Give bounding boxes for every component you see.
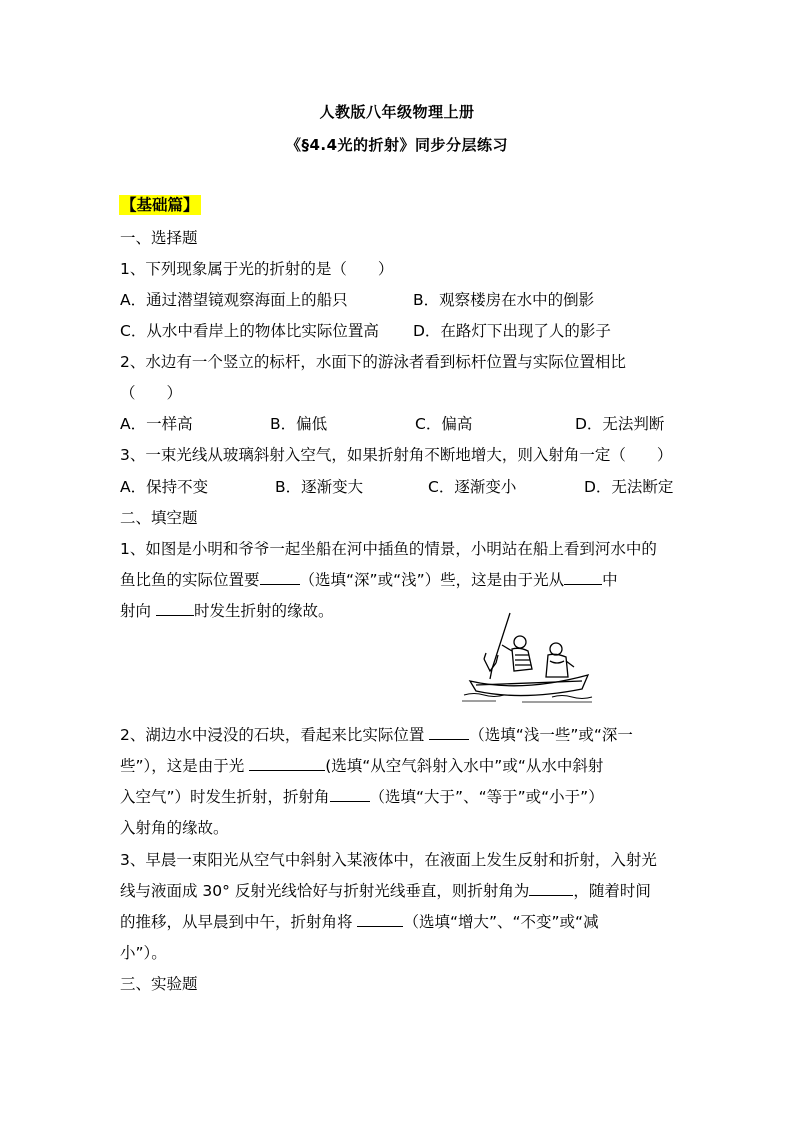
fill-q2-text-e: 入空气”）时发生折射，折射角	[120, 788, 330, 806]
fill-q1-line2	[120, 570, 618, 590]
page-title: 人教版八年级物理上册	[319, 103, 475, 121]
q3-option-d: D．无法断定	[584, 478, 674, 496]
fill-q1-blank-2[interactable]	[564, 570, 602, 585]
fill-q1-line3	[120, 601, 333, 621]
section-badge: 【基础篇】	[121, 196, 199, 214]
fill-q1-blank-1[interactable]	[260, 570, 300, 585]
fill-q3-line1: 3、早晨一束阳光从空气中斜射入某液体中，在液面上发生反射和折射，入射光	[120, 851, 657, 869]
q1-option-d: D．在路灯下出现了人的影子	[413, 322, 611, 340]
q2-option-a: A．一样高	[120, 415, 193, 433]
q3-option-c: C．逐渐变小	[428, 478, 517, 496]
boat-fishing-illustration	[462, 609, 594, 704]
fill-q2-blank-3[interactable]	[330, 787, 370, 802]
fill-q1-text-a: 鱼比鱼的实际位置要	[120, 571, 260, 589]
q2-stem: 2、水边有一个竖立的标杆，水面下的游泳者看到标杆位置与实际位置相比	[120, 353, 626, 371]
part3-heading: 三、实验题	[120, 975, 198, 993]
fill-q3-line2	[120, 881, 651, 901]
fill-q1-text-e: 时发生折射的缘故。	[193, 602, 334, 620]
q1-stem: 1、下列现象属于光的折射的是（ ）	[120, 260, 394, 278]
q1-option-c: C．从水中看岸上的物体比实际位置高	[120, 322, 379, 340]
fill-q2-line3	[120, 787, 604, 807]
page-subtitle: 《§4.4光的折射》同步分层练习	[285, 136, 509, 154]
fill-q3-text-b: ，随着时间	[573, 882, 651, 900]
fill-q3-blank-1[interactable]	[529, 881, 573, 896]
fill-q1-blank-3[interactable]	[156, 601, 194, 616]
part2-heading: 二、填空题	[120, 509, 198, 527]
fill-q3-blank-2[interactable]	[357, 912, 403, 927]
fill-q1-text-b: （选填“深”或“浅”）些，这是由于光从	[299, 571, 565, 589]
fill-q2-line4: 入射角的缘故。	[120, 819, 229, 837]
part1-heading: 一、选择题	[120, 229, 198, 247]
q2-option-d: D．无法判断	[575, 415, 665, 433]
fill-q2-text-a: 2、湖边水中浸没的石块，看起来比实际位置	[120, 726, 430, 744]
fill-q2-text-d: (选填“从空气斜射入水中”或“从水中斜射	[325, 757, 604, 775]
fill-q1-text-c: 中	[602, 571, 618, 589]
fill-q2-blank-2[interactable]	[249, 756, 325, 771]
fill-q3-text-a: 线与液面成 30° 反射光线恰好与折射光线垂直，则折射角为	[120, 882, 530, 900]
fill-q3-line4: 小”）。	[120, 944, 167, 962]
fill-q1-line1: 1、如图是小明和爷爷一起坐船在河中插鱼的情景，小明站在船上看到河水中的	[120, 540, 657, 558]
fill-q1-text-d: 射向	[120, 602, 156, 620]
q3-option-a: A．保持不变	[120, 478, 209, 496]
q3-stem: 3、一束光线从玻璃斜射入空气，如果折射角不断地增大，则入射角一定（ ）	[120, 446, 673, 464]
fill-q2-line2	[120, 756, 603, 776]
fill-q3-text-c: 的推移，从早晨到中午，折射角将	[120, 913, 358, 931]
fill-q2-text-b: （选填“浅一些”或“深一	[469, 726, 633, 744]
q2-option-c: C．偏高	[415, 415, 473, 433]
fill-q2-line1	[120, 725, 633, 745]
q3-option-b: B．逐渐变大	[275, 478, 364, 496]
fill-q3-text-d: （选填“增大”、“不变”或“减	[403, 913, 599, 931]
fill-q3-line3	[120, 912, 599, 932]
q2-option-b: B．偏低	[270, 415, 328, 433]
q1-option-b: B．观察楼房在水中的倒影	[413, 291, 595, 309]
q2-stem-bracket: （ ）	[120, 384, 183, 402]
fill-q2-text-f: （选填“大于”、“等于”或“小于”）	[369, 788, 604, 806]
fill-q2-text-c: 些”），这是由于光	[120, 757, 250, 775]
fill-q2-blank-1[interactable]	[429, 725, 469, 740]
q1-option-a: A．通过潜望镜观察海面上的船只	[120, 291, 348, 309]
